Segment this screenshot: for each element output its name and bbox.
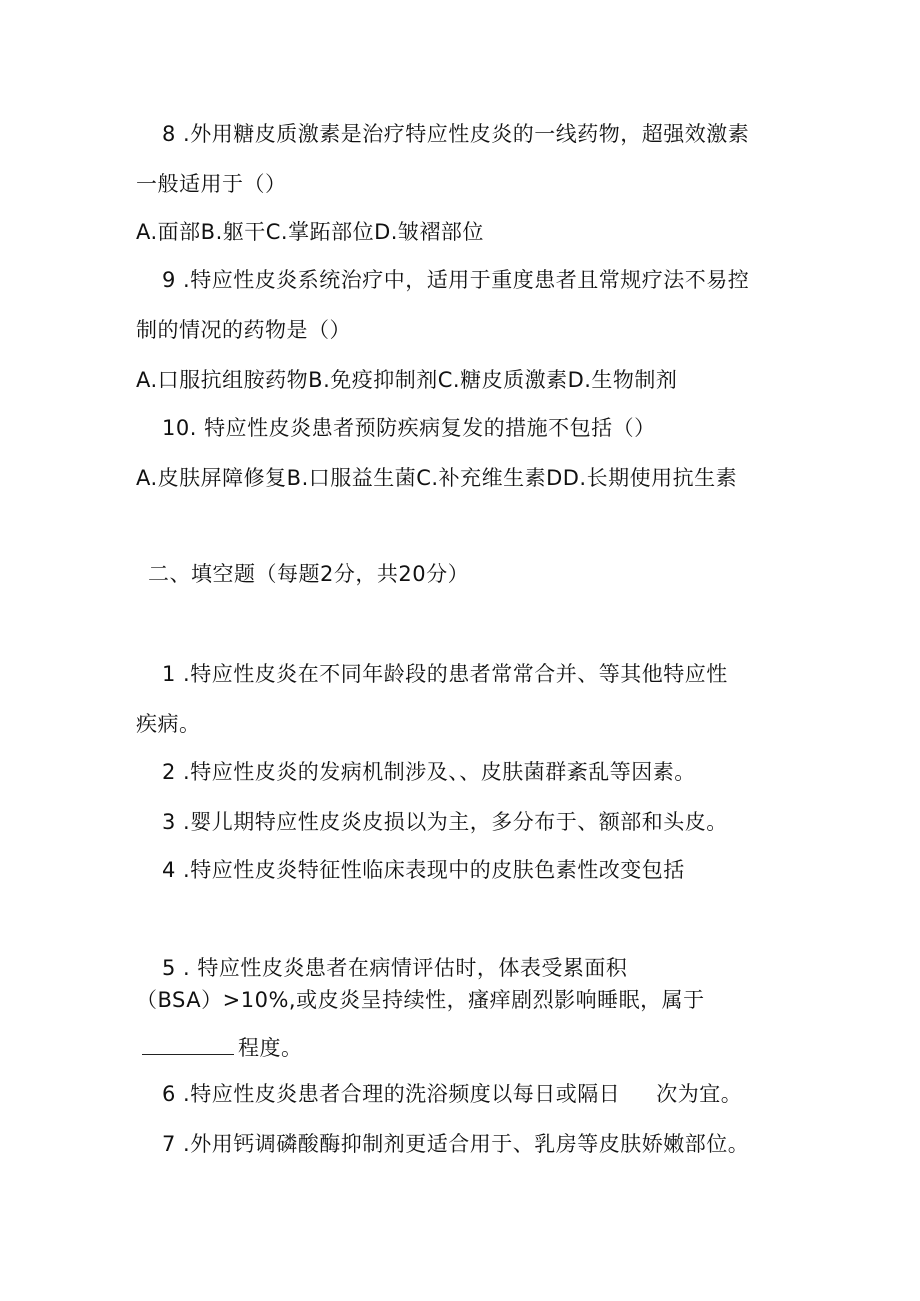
q10-options: A.皮肤屏障修复B.口服益生菌C.补充维生素DD.长期使用抗生素 [136,466,738,490]
q8-stem-line2: 一般适用于（） [136,172,287,196]
fill-q6-after: 次为宜。 [656,1082,743,1106]
fill-q5-line2: （BSA）>10%,或皮炎呈持续性，瘙痒剧烈影响睡眠，属于 [136,988,705,1012]
fill-q3: 3 .婴儿期特应性皮炎皮损以为主，多分布于、额部和头皮。 [162,810,728,834]
q10-stem: 10. 特应性皮炎患者预防疾病复发的措施不包括（） [162,416,656,440]
q9-stem-line2: 制的情况的药物是（） [136,318,351,342]
section-heading-fill-blank: 二、填空题（每题2分，共20分） [148,562,470,586]
fill-q1-line1: 1 .特应性皮炎在不同年龄段的患者常常合并、等其他特应性 [162,662,728,686]
fill-q5-suffix: 程度。 [238,1036,303,1060]
q9-options: A.口服抗组胺药物B.免疫抑制剂C.糖皮质激素D.生物制剂 [136,368,678,392]
fill-q5-line3 [142,1032,303,1062]
q8-stem-line1: 8 .外用糖皮质激素是治疗特应性皮炎的一线药物，超强效激素 [162,122,750,146]
fill-q4: 4 .特应性皮炎特征性临床表现中的皮肤色素性改变包括 [162,858,685,882]
fill-q6 [162,1080,742,1108]
fill-q1-line2: 疾病。 [136,712,201,736]
fill-q5-line1: 5 . 特应性皮炎患者在病情评估时，体表受累面积 [162,956,628,980]
q9-stem-line1: 9 .特应性皮炎系统治疗中，适用于重度患者且常规疗法不易控 [162,268,750,292]
fill-q7: 7 .外用钙调磷酸酶抑制剂更适合用于、乳房等皮肤娇嫩部位。 [162,1132,750,1156]
fill-q6-before: 6 .特应性皮炎患者合理的洗浴频度以每日或隔日 [162,1082,621,1106]
q8-options: A.面部B.躯干C.掌跖部位D.皱褶部位 [136,220,484,244]
fill-q2: 2 .特应性皮炎的发病机制涉及、、皮肤菌群紊乱等因素。 [162,760,696,784]
answer-blank [142,1032,234,1055]
